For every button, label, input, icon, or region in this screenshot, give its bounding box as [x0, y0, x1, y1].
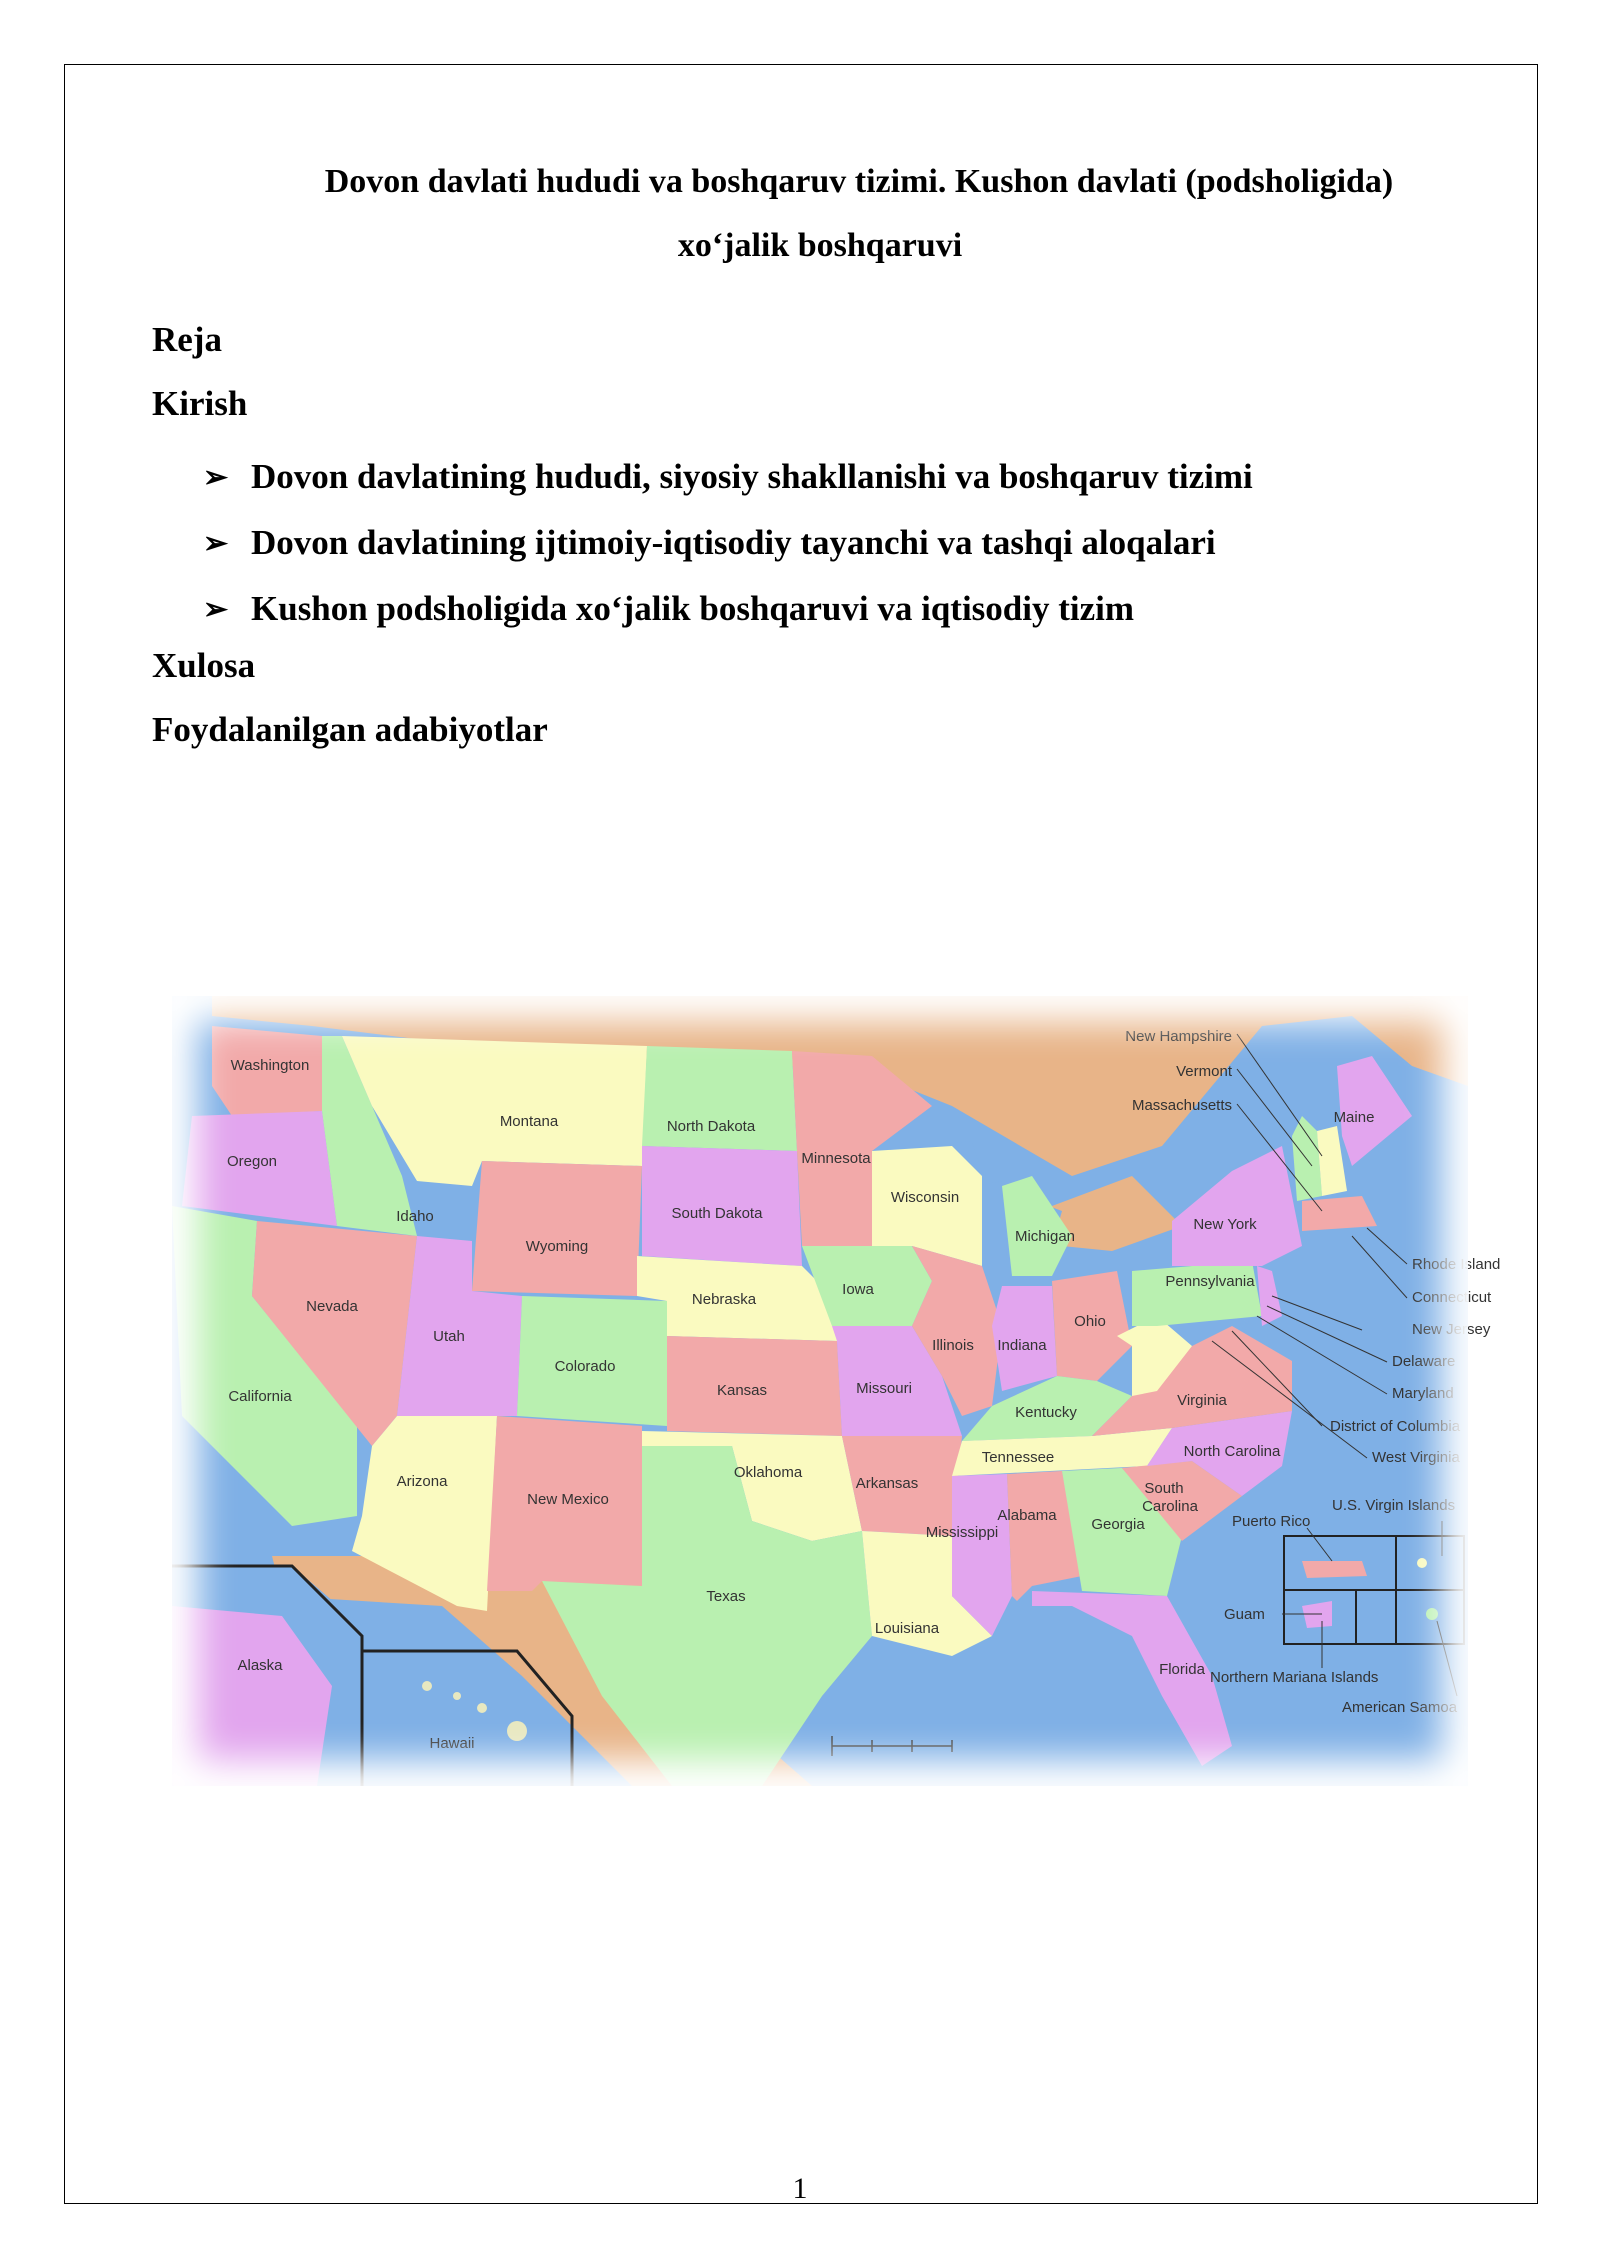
label-oklahoma: Oklahoma	[733, 1464, 803, 1481]
label-guam: Guam	[1224, 1606, 1265, 1623]
label-minnesota: Minnesota	[801, 1150, 871, 1167]
label-florida: Florida	[1159, 1661, 1205, 1678]
hawaii-island	[453, 1692, 461, 1700]
label-american-samoa: American Samoa	[1342, 1699, 1458, 1716]
label-tennessee: Tennessee	[981, 1449, 1055, 1466]
label-iowa: Iowa	[842, 1281, 874, 1298]
plan-item-text: Dovon davlatining hududi, siyosiy shakllanishi va boshqaruv tizimi	[251, 457, 1253, 496]
title-line-1: Dovon davlati hududi va boshqaruv tizimi. Kushon davlati (podsholigida)	[324, 163, 1394, 200]
label-rhode-island: Rhode Island	[1412, 1256, 1501, 1273]
label-pennsylvania: Pennsylvania	[1165, 1273, 1255, 1290]
plan-item	[203, 576, 1253, 642]
plan-item-text: Kushon podsholigida xo‘jalik boshqaruvi va iqtisodiy tizim	[251, 589, 1135, 628]
label-north-carolina: North Carolina	[1183, 1443, 1281, 1460]
label-california: California	[228, 1388, 292, 1405]
label-maine: Maine	[1333, 1109, 1375, 1126]
label-new-hampshire: New Hampshire	[1125, 1028, 1232, 1045]
us-map-svg	[172, 996, 1501, 1786]
label-wisconsin: Wisconsin	[890, 1189, 960, 1206]
intro-heading: Kirish	[152, 384, 248, 423]
label-south-carolina-line2: Carolina	[1142, 1498, 1198, 1515]
label-delaware: Delaware	[1392, 1353, 1456, 1370]
label-south-carolina-line1: South	[1144, 1480, 1184, 1497]
virgin-islands-shape	[1417, 1558, 1427, 1568]
label-district-of-columbia: District of Columbia	[1330, 1418, 1461, 1435]
label-virginia: Virginia	[1177, 1392, 1227, 1409]
label-nebraska: Nebraska	[691, 1291, 757, 1308]
arrow-bullet-icon: ➢	[203, 593, 229, 626]
label-vermont: Vermont	[1176, 1063, 1232, 1080]
label-texas: Texas	[706, 1588, 746, 1605]
label-montana: Montana	[499, 1113, 559, 1130]
plan-heading: Reja	[152, 320, 222, 359]
label-illinois: Illinois	[932, 1337, 974, 1354]
plan-item	[203, 510, 1253, 576]
label-new-jersey: New Jersey	[1412, 1321, 1491, 1338]
title-line-2: xo‘jalik boshqaruvi	[677, 227, 963, 264]
label-michigan: Michigan	[1014, 1228, 1076, 1245]
label-indiana: Indiana	[997, 1337, 1047, 1354]
hawaii-island	[422, 1681, 432, 1691]
label-west-virginia: West Virginia	[1372, 1449, 1460, 1466]
plan-list	[203, 444, 1253, 642]
label-kentucky: Kentucky	[1015, 1404, 1077, 1421]
label-louisiana: Louisiana	[874, 1620, 940, 1637]
label-ohio: Ohio	[1074, 1313, 1106, 1330]
label-alaska: Alaska	[237, 1657, 283, 1674]
label-new-mexico: New Mexico	[527, 1491, 609, 1508]
label-oregon: Oregon	[226, 1153, 278, 1170]
label-new-york: New York	[1193, 1216, 1257, 1233]
label-wyoming: Wyoming	[525, 1238, 589, 1255]
label-us-virgin-islands: U.S. Virgin Islands	[1332, 1497, 1456, 1514]
arrow-bullet-icon: ➢	[203, 461, 229, 494]
hawaii-island	[507, 1721, 527, 1741]
samoa-shape	[1426, 1608, 1438, 1620]
label-arkansas: Arkansas	[855, 1475, 919, 1492]
label-puerto-rico: Puerto Rico	[1232, 1513, 1311, 1530]
label-hawaii: Hawaii	[429, 1735, 475, 1752]
document-title	[150, 150, 1490, 278]
label-utah: Utah	[433, 1328, 465, 1345]
references-heading: Foydalanilgan adabiyotlar	[152, 710, 548, 749]
state-pennsylvania	[1132, 1261, 1262, 1326]
label-south-dakota: South Dakota	[671, 1205, 763, 1222]
page-number: 1	[792, 2172, 808, 2205]
label-arizona: Arizona	[396, 1473, 448, 1490]
puerto-rico-shape	[1302, 1561, 1367, 1578]
label-north-dakota: North Dakota	[666, 1118, 756, 1135]
label-washington: Washington	[230, 1057, 310, 1074]
label-alabama: Alabama	[997, 1507, 1057, 1524]
state-north-dakota	[642, 1046, 797, 1151]
hawaii-island	[477, 1703, 487, 1713]
label-kansas: Kansas	[716, 1382, 768, 1399]
arrow-bullet-icon: ➢	[203, 527, 229, 560]
label-missouri: Missouri	[856, 1380, 912, 1397]
label-connecticut: Connecticut	[1412, 1289, 1492, 1306]
plan-item-text: Dovon davlatining ijtimoiy-iqtisodiy tayanchi va tashqi aloqalari	[251, 523, 1216, 562]
conclusion-heading: Xulosa	[152, 646, 256, 685]
label-maryland: Maryland	[1392, 1385, 1454, 1402]
label-idaho: Idaho	[396, 1208, 434, 1225]
label-mississippi: Mississippi	[925, 1524, 999, 1541]
label-colorado: Colorado	[554, 1358, 616, 1375]
us-states-map	[172, 996, 1501, 1786]
label-massachusetts: Massachusetts	[1131, 1097, 1232, 1114]
state-wyoming	[472, 1161, 642, 1296]
label-nevada: Nevada	[306, 1298, 358, 1315]
label-northern-mariana-islands: Northern Mariana Islands	[1210, 1669, 1379, 1686]
plan-item	[203, 444, 1253, 510]
label-georgia: Georgia	[1091, 1516, 1145, 1533]
